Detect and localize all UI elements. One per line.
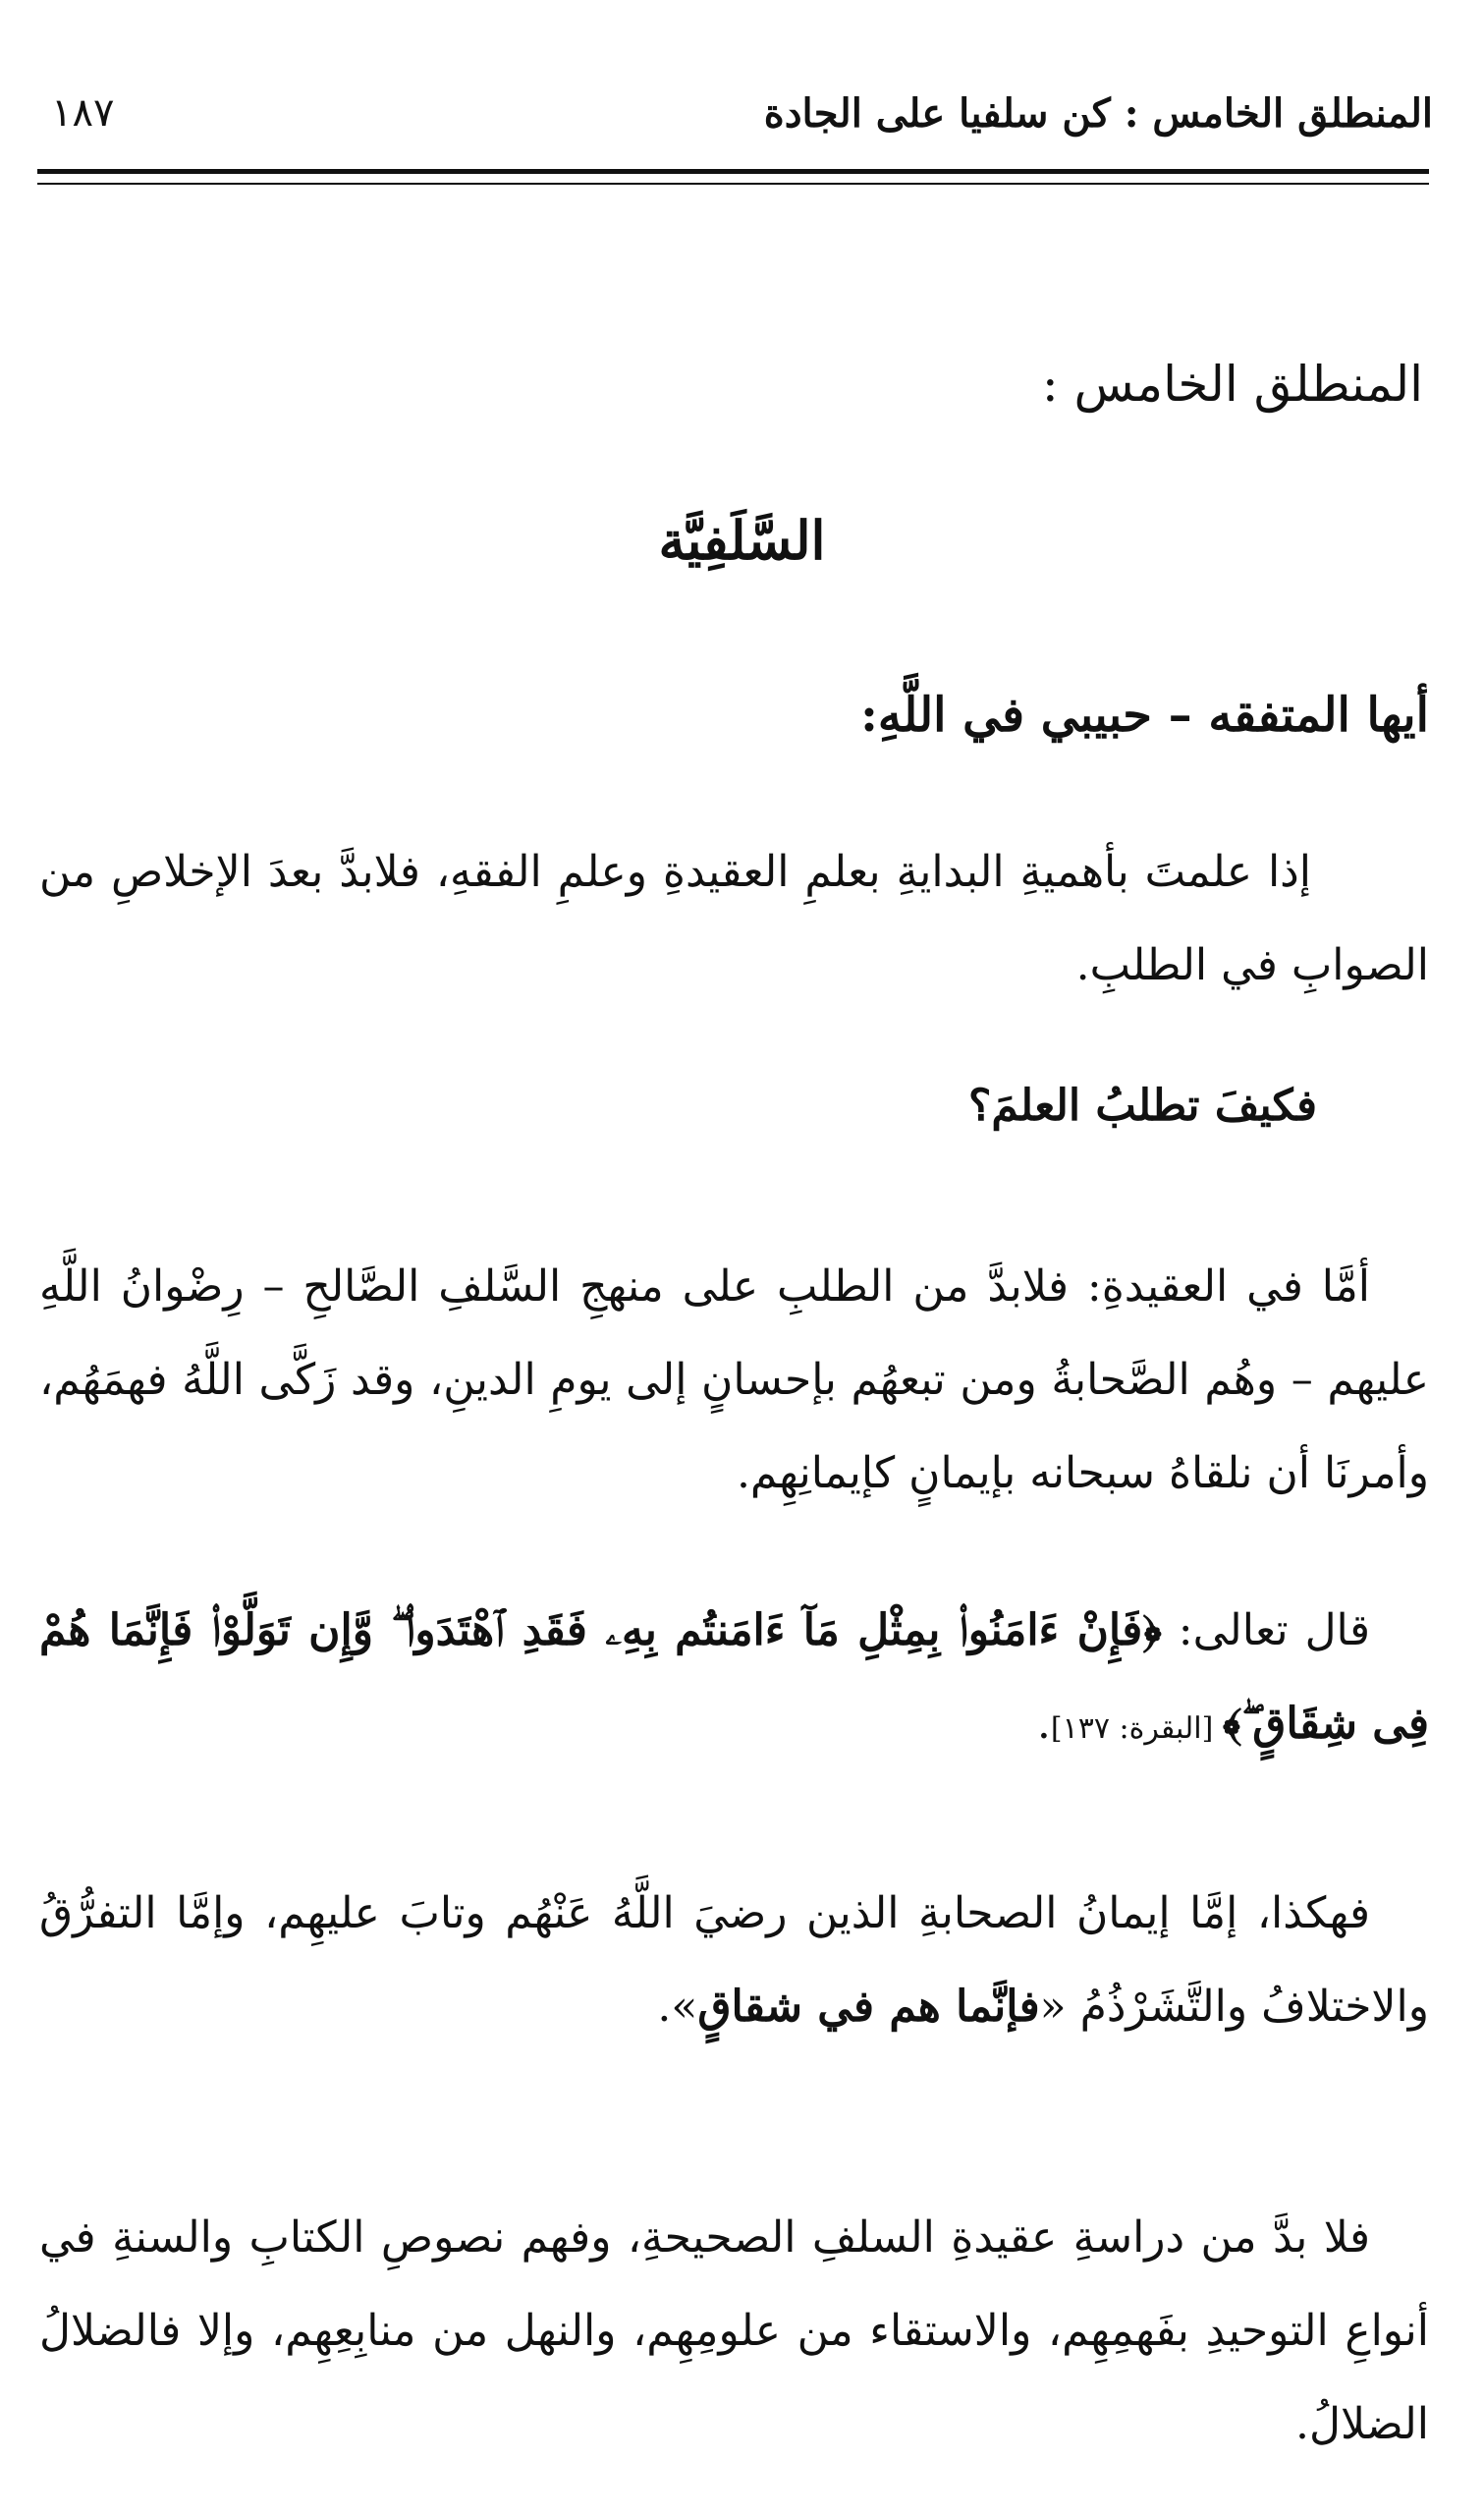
paragraph-verse: [39, 1584, 1429, 1775]
running-header: [51, 90, 1433, 149]
verse-intro: قال تعالى:: [1161, 1605, 1370, 1655]
paragraph-division: [39, 1867, 1429, 2053]
paragraph-aqeedah: أمَّا في العقيدةِ: فلابدَّ من الطلبِ على منهجِ السَّلفِ الصَّالحِ – رِضْوانُ اللَّهِ عليهم – وهُم الصَّحابةُ ومن تبعهُم بإحسانٍ إلى يومِ الدينِ، وقد زَكَّى اللَّهُ فهمَهُم، وأمرنَا أن نلقاهُ سبحانه بإيمانٍ كإيمانِهِم.: [39, 1261, 1429, 1498]
chapter-title: السَّلَفِيَّة: [658, 509, 826, 572]
section-heading: أيها المتفقه – حبيبي في اللَّهِ:: [860, 688, 1429, 743]
chapter-label: المنطلق الخامس :: [1041, 356, 1423, 413]
verse-reference: [البقرة: ١٣٧]: [1050, 1711, 1223, 1746]
page-number: ١٨٧: [51, 90, 115, 136]
question-heading: فكيفَ تطلبُ العلمَ؟: [968, 1081, 1317, 1131]
running-title: المنطلق الخامس : كن سلفيا على الجادة: [763, 90, 1433, 137]
division-end: ».: [657, 1982, 698, 2032]
header-rule-thin: [37, 183, 1429, 185]
division-text: فهكذا، إمَّا إيمانُ الصحابةِ الذين رضيَ اللَّهُ عَنْهُم وتابَ عليهِم، وإمَّا التفرُّقُ والاختلافُ والتَّشَرْذُمُ «: [39, 1888, 1429, 2032]
verse-end: .: [1036, 1699, 1051, 1749]
division-quote: فإنَّما هم في شقاقٍ: [697, 1982, 1040, 2032]
header-rule-thick: [37, 169, 1429, 174]
quran-verse: ﴿فَإِنْ ءَامَنُوا۟ بِمِثْلِ مَآ ءَامَنتُم بِهِۦ فَقَدِ ٱهْتَدَوا۟ ۖ وَّإِن تَوَلَّوْا۟ فَإِنَّمَا هُمْ فِى شِقَاقٍ ۖ﴾: [39, 1605, 1429, 1749]
paragraph-conclusion: فلا بدَّ من دراسةِ عقيدةِ السلفِ الصحيحةِ، وفهم نصوصِ الكتابِ والسنةِ في أنواعِ التوحيدِ بفَهمِهِم، والاستقاء من علومِهِم، والنهل من منابِعِهِم، وإلا فالضلالُ الضلالُ.: [39, 2212, 1429, 2449]
paragraph-intro: إذا علمتَ بأهميةِ البدايةِ بعلمِ العقيدةِ وعلمِ الفقهِ، فلابدَّ بعدَ الإخلاصِ من الصوابِ في الطلبِ.: [39, 847, 1429, 990]
